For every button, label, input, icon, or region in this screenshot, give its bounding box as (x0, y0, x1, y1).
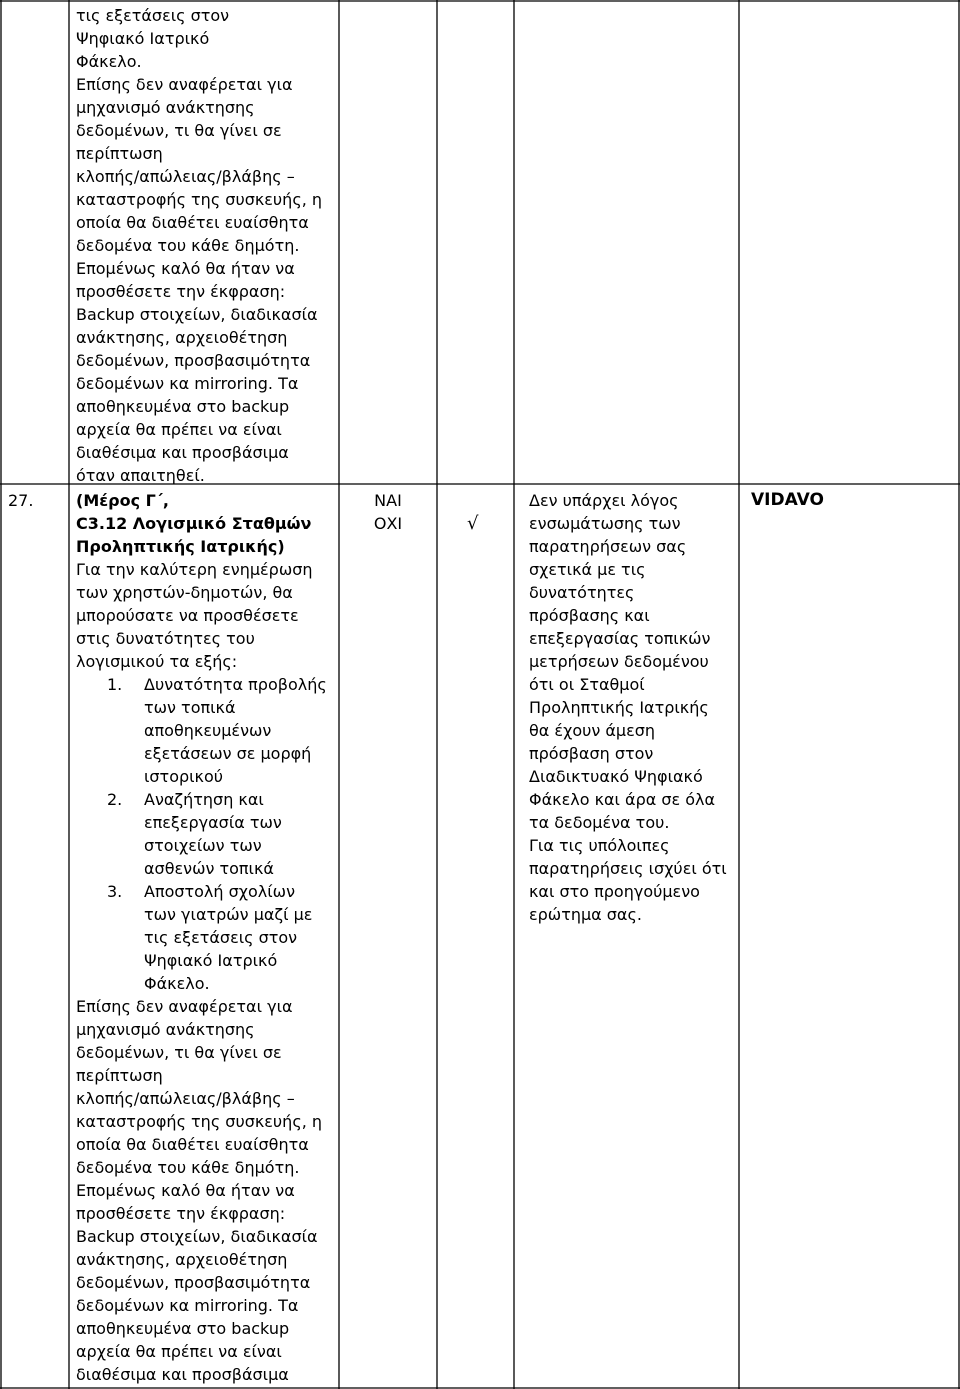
text-line: παρατηρήσεων σας (529, 537, 687, 556)
row-27-numbered-list (76, 673, 338, 995)
yes-label: ΝΑΙ (374, 491, 402, 510)
list-item-number: 3. (107, 882, 123, 901)
text-line: σχετικά με τις (529, 560, 646, 579)
list-item-line: Αναζήτηση και (144, 790, 264, 809)
text-line: Προληπτικής Ιατρικής (529, 698, 709, 717)
text-line: δεδομένων, τι θα γίνει σε (76, 121, 282, 140)
text-line: δυνατότητες (529, 583, 635, 602)
text-line: αρχεία θα πρέπει να είναι (76, 420, 282, 439)
list-item-line: των γιατρών μαζί με (144, 905, 313, 924)
list-item-line: ιστορικού (144, 767, 224, 786)
list-item-number: 2. (107, 790, 123, 809)
text-line: δεδομένων, προσβασιμότητα (76, 1273, 311, 1292)
text-line: ότι οι Σταθμοί (529, 675, 645, 694)
list-item-line: Ψηφιακό Ιατρικό (144, 951, 278, 970)
text-line: ενσωμάτωσης των (529, 514, 681, 533)
list-item-line: τις εξετάσεις στον (144, 928, 298, 947)
text-line: θα έχουν άμεση (529, 721, 656, 740)
text-line: Δεν υπάρχει λόγος (529, 491, 679, 510)
text-line: πρόσβασης και (529, 606, 650, 625)
text-line: δεδομένων, τι θα γίνει σε (76, 1043, 282, 1062)
text-line: Backup στοιχείων, διαδικασία (76, 305, 318, 324)
heading-line: (Μέρος Γ΄, (76, 491, 169, 510)
row-26-comment-cell (76, 4, 336, 487)
list-item-line: εξετάσεων σε μορφή (144, 744, 312, 763)
text-line: Ψηφιακό Ιατρικό (76, 29, 210, 48)
text-line: μπορούσατε να προσθέσετε (76, 606, 299, 625)
text-line: προσθέσετε την έκφραση: (76, 282, 286, 301)
text-line: διαθέσιμα και προσβάσιμα (76, 443, 289, 462)
text-line: τα δεδομένα του. (529, 813, 670, 832)
text-line: παρατηρήσεις ισχύει ότι (529, 859, 727, 878)
list-item-line: επεξεργασία των (144, 813, 282, 832)
text-line: Φάκελο. (76, 52, 142, 71)
text-line: περίπτωση (76, 1066, 163, 1085)
text-line: Backup στοιχείων, διαδικασία (76, 1227, 318, 1246)
row-27-response-text (529, 489, 737, 926)
text-line: ανάκτησης, αρχειοθέτηση (76, 328, 288, 347)
list-item (76, 673, 338, 788)
list-item-line: στοιχείων των (144, 836, 262, 855)
text-line: πρόσβαση στον (529, 744, 654, 763)
text-line: διαθέσιμα και προσβάσιμα (76, 1365, 289, 1384)
list-item (76, 880, 338, 995)
row-27-participant: VIDAVO (751, 490, 824, 510)
text-line: και στο προηγούμενο (529, 882, 700, 901)
list-item-line: ασθενών τοπικά (144, 859, 274, 878)
list-item-line: Δυνατότητα προβολής (144, 675, 327, 694)
no-label: ΟΧΙ (373, 514, 403, 533)
text-line: ανάκτησης, αρχειοθέτηση (76, 1250, 288, 1269)
text-line: δεδομένα του κάθε δημότη. (76, 236, 300, 255)
no-check-mark-icon: √ (467, 513, 479, 534)
text-line: αποθηκευμένα στο backup (76, 1319, 290, 1338)
text-line: αρχεία θα πρέπει να είναι (76, 1342, 282, 1361)
text-line: καταστροφής της συσκευής, η (76, 1112, 323, 1131)
text-line: Επίσης δεν αναφέρεται για (76, 997, 293, 1016)
text-line: Διαδικτυακό Ψηφιακό (529, 767, 703, 786)
row-27-response-cell (529, 489, 737, 926)
text-line: τις εξετάσεις στον (76, 6, 230, 25)
text-line: μηχανισμό ανάκτησης (76, 98, 255, 117)
row-26-comment-text (76, 4, 336, 487)
text-line: αποθηκευμένα στο backup (76, 397, 290, 416)
list-item-number: 1. (107, 675, 123, 694)
text-line: μετρήσεων δεδομένου (529, 652, 709, 671)
text-line: όταν απαιτηθεί. (76, 466, 205, 485)
text-line: λογισμικού τα εξής: (76, 652, 238, 671)
text-line: μηχανισμό ανάκτησης (76, 1020, 255, 1039)
heading-line: C3.12 Λογισμικό Σταθμών (76, 514, 312, 533)
text-line: οποία θα διαθέτει ευαίσθητα (76, 1135, 309, 1154)
text-line: περίπτωση (76, 144, 163, 163)
text-line: δεδομένων, προσβασιμότητα (76, 351, 311, 370)
list-item-line: των τοπικά (144, 698, 236, 717)
text-line: Για τις υπόλοιπες (529, 836, 670, 855)
text-line: Για την καλύτερη ενημέρωση (76, 560, 313, 579)
text-line: δεδομένα του κάθε δημότη. (76, 1158, 300, 1177)
text-line: Επίσης δεν αναφέρεται για (76, 75, 293, 94)
text-line: Επομένως καλό θα ήταν να (76, 1181, 295, 1200)
text-line: επεξεργασίας τοπικών (529, 629, 711, 648)
text-line: στις δυνατότητες του (76, 629, 255, 648)
list-item-line: Αποστολή σχολίων (144, 882, 296, 901)
text-line: οποία θα διαθέτει ευαίσθητα (76, 213, 309, 232)
row-27-yes-no-cell (339, 489, 437, 535)
text-line: ερώτημα σας. (529, 905, 642, 924)
row-27-section-heading (76, 489, 338, 558)
text-line: των χρηστών-δημοτών, θα (76, 583, 293, 602)
text-line: δεδομένων κα mirroring. Τα (76, 374, 299, 393)
text-line: Επομένως καλό θα ήταν να (76, 259, 295, 278)
text-line: κλοπής/απώλειας/βλάβης – (76, 1089, 295, 1108)
list-item-line: Φάκελο. (144, 974, 210, 993)
list-item (76, 788, 338, 880)
row-27-intro-text (76, 558, 338, 673)
text-line: Φάκελο και άρα σε όλα (529, 790, 716, 809)
row-27-comment-cell (76, 489, 338, 1386)
row-27-additional-text (76, 995, 338, 1386)
heading-line: Προληπτικής Ιατρικής) (76, 537, 285, 556)
text-line: καταστροφής της συσκευής, η (76, 190, 323, 209)
text-line: προσθέσετε την έκφραση: (76, 1204, 286, 1223)
text-line: κλοπής/απώλειας/βλάβης – (76, 167, 295, 186)
list-item-line: αποθηκευμένων (144, 721, 272, 740)
row-27-number: 27. (8, 491, 34, 510)
text-line: δεδομένων κα mirroring. Τα (76, 1296, 299, 1315)
